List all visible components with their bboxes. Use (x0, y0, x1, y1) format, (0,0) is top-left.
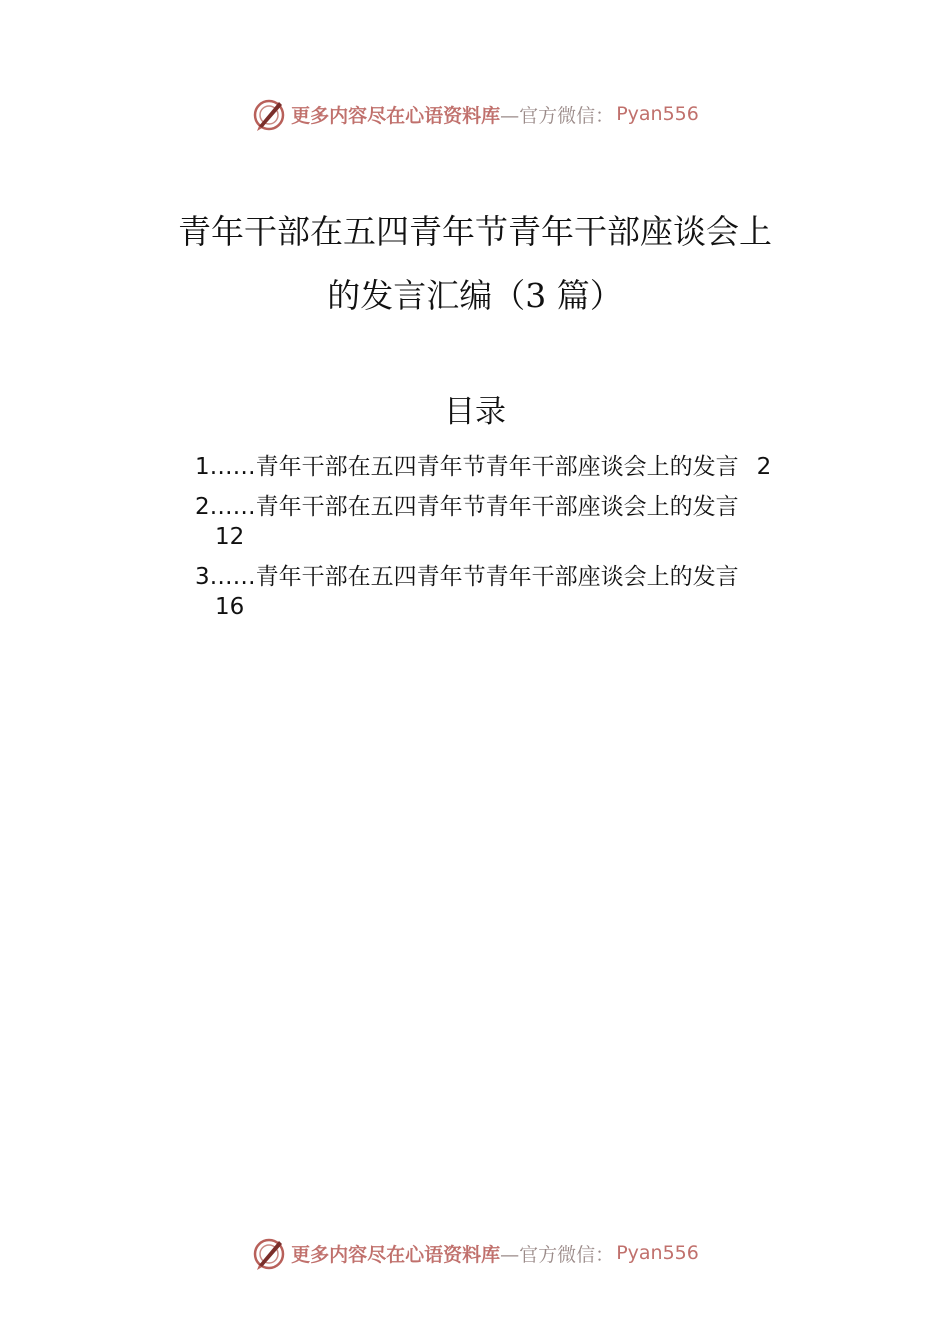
watermark-separator: —官方微信： (500, 1243, 615, 1266)
toc-item-page: 2 (756, 454, 772, 480)
pen-circle-logo-icon (251, 96, 287, 132)
pen-circle-logo-icon (251, 1235, 287, 1271)
wechat-id: Pyan556 (616, 103, 699, 125)
toc-item-label: 青年干部在五四青年节青年干部座谈会上的发言 (255, 564, 739, 590)
toc-item-number: 3 (195, 564, 210, 590)
toc-item-number: 2 (195, 494, 210, 520)
toc-item-page: 16 (215, 594, 245, 620)
document-title-line-1: 青年干部在五四青年节青年干部座谈会上 (178, 212, 772, 251)
document-title-line-2: 的发言汇编（3 篇） (327, 276, 623, 315)
toc-item-label: 青年干部在五四青年节青年干部座谈会上的发言 (255, 494, 739, 520)
toc-item-dots: …… (209, 454, 256, 480)
watermark-separator: —官方微信： (500, 104, 615, 127)
toc-heading: 目录 (444, 394, 506, 430)
toc-item-dots: …… (209, 564, 256, 590)
toc-item-page: 12 (215, 524, 245, 550)
toc-item-number: 1 (195, 454, 210, 480)
wechat-id: Pyan556 (616, 1242, 699, 1264)
header-watermark (0, 94, 950, 134)
toc-item-1[interactable] (195, 452, 855, 482)
toc-item-dots: …… (209, 494, 256, 520)
toc-item-label: 青年干部在五四青年节青年干部座谈会上的发言 (255, 454, 739, 480)
toc-item-2[interactable] (195, 492, 855, 552)
watermark-text: 更多内容尽在心语资料库 (291, 1243, 501, 1266)
toc-item-3[interactable] (195, 562, 855, 622)
table-of-contents (195, 452, 855, 632)
footer-watermark (0, 1233, 950, 1273)
watermark-text: 更多内容尽在心语资料库 (291, 104, 501, 127)
